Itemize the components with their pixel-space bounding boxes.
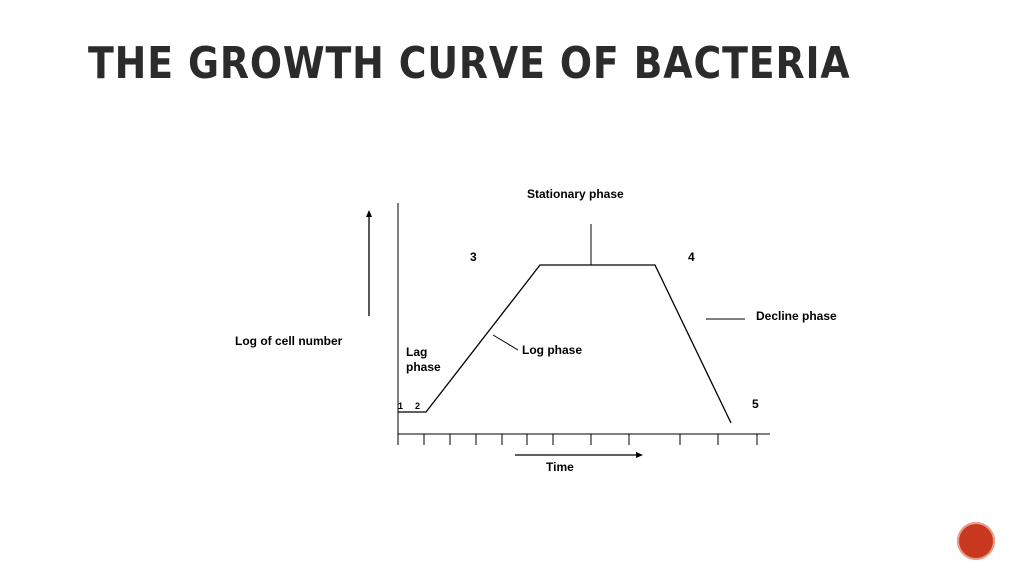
log-callout-line [493, 335, 518, 350]
point-label-3: 3 [470, 250, 477, 264]
x-axis-label: Time [546, 460, 574, 474]
log-phase-label: Log phase [522, 343, 583, 357]
x-axis-ticks [424, 434, 757, 445]
point-label-4: 4 [688, 250, 695, 264]
decline-phase-label: Decline phase [756, 309, 837, 323]
point-label-1: 1 [398, 401, 404, 411]
y-arrowhead [366, 210, 372, 217]
x-arrowhead [636, 452, 643, 458]
slide-number-badge [957, 522, 995, 560]
stationary-phase-label: Stationary phase [527, 187, 624, 201]
point-label-2: 2 [415, 401, 421, 411]
point-label-5: 5 [752, 397, 759, 411]
lag-phase-label-line2: phase [406, 360, 441, 374]
slide-title: THE GROWTH CURVE OF BACTERIA [88, 38, 851, 89]
y-axis-label: Log of cell number [235, 334, 343, 348]
lag-phase-label-line1: Lag [406, 345, 428, 359]
